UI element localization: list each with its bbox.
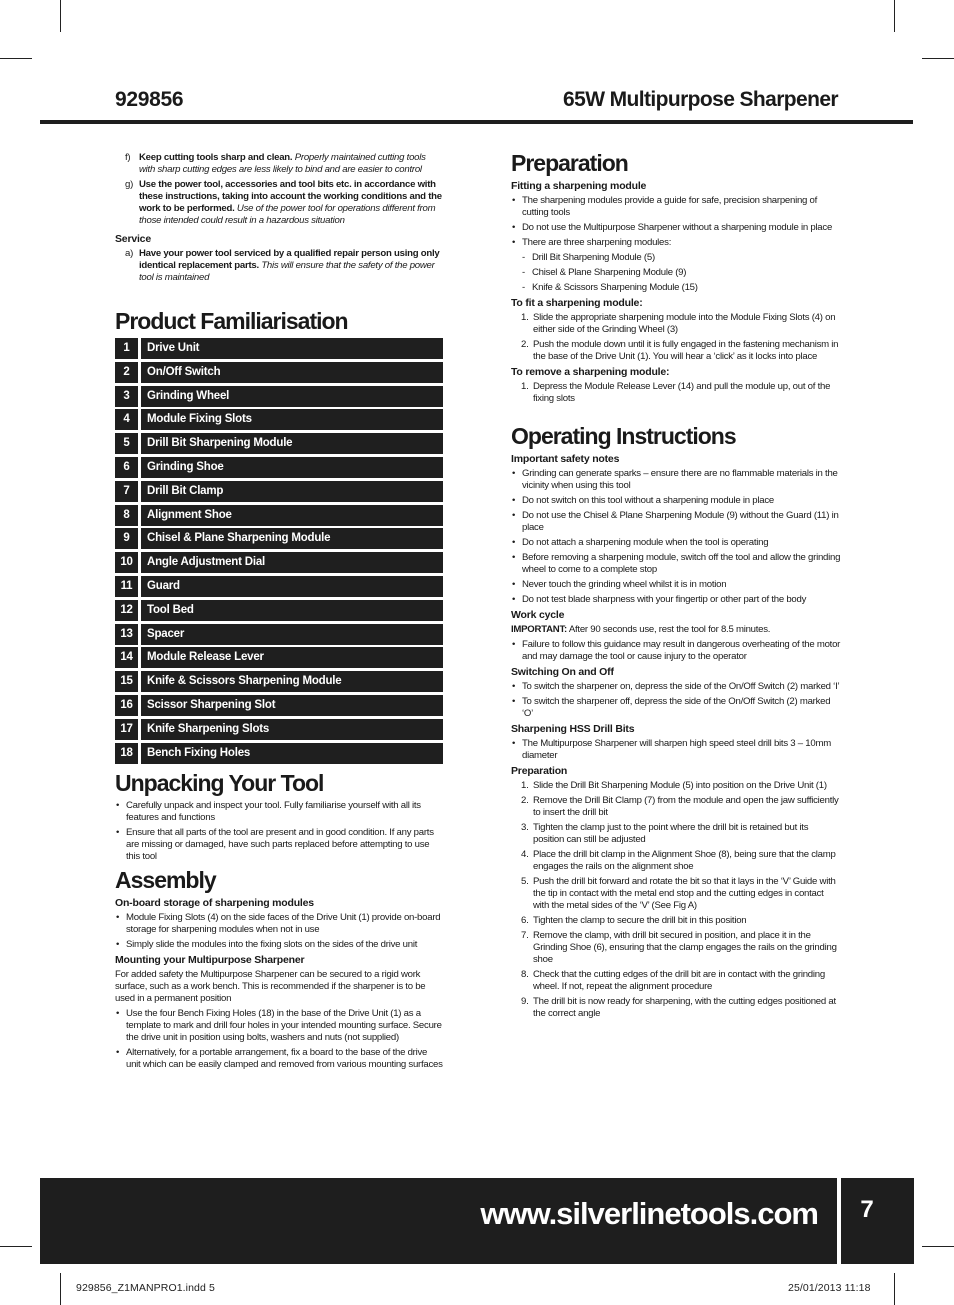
operating-heading: Operating Instructions	[511, 423, 736, 449]
part-number: 12	[115, 600, 138, 621]
fitting-heading: Fitting a sharpening module	[511, 180, 647, 192]
part-label: Drill Bit Clamp	[141, 481, 443, 502]
part-label: Alignment Shoe	[141, 505, 443, 526]
step-item: 5. Push the drill bit forward and rotate the bit so that it lays in the ‘V’ Guide with the tip in contact with the metal end stop and the cutting edges in contact with the metal sides of the ‘V’ (See Fig A)	[521, 876, 836, 911]
safety-item-g: g) Use the power tool, accessories and tool bits etc. in accordance with these instructions, taking into account the working conditions and the work to be performed. Use of the power tool for operations different from those intended could result in a hazardous situation	[125, 179, 442, 226]
crop-mark	[0, 1246, 32, 1247]
part-label: Scissor Sharpening Slot	[141, 695, 443, 716]
part-label: Grinding Shoe	[141, 457, 443, 478]
part-row	[115, 409, 443, 430]
list-item: • The sharpening modules provide a guide for safe, precision sharpening of cutting tools	[511, 195, 841, 219]
module-list-item: - Chisel & Plane Sharpening Module (9)	[522, 267, 687, 278]
part-row	[115, 528, 443, 549]
list-item: • The Multipurpose Sharpener will sharpen high speed steel drill bits 3 – 10mm diameter	[511, 738, 841, 762]
preparation-heading: Preparation	[511, 150, 628, 176]
list-item: • Use the four Bench Fixing Holes (18) in the base of the Drive Unit (1) as a template to mark and drill four holes in your intended mounting surface. Secure the drive unit in position using bolts, washers and nuts (not supplied)	[115, 1008, 443, 1044]
step-item: 7. Remove the clamp, with drill bit secured in position, and place it in the Grinding Shoe (6), ensuring that the clamp engages the rails on the grinding shoe	[521, 930, 837, 965]
step-item: 6. Tighten the clamp to secure the drill bit in this position	[521, 915, 747, 926]
step-item: 1. Slide the Drill Bit Sharpening Module (5) into position on the Drive Unit (1)	[521, 780, 827, 791]
part-row	[115, 695, 443, 716]
part-number: 4	[115, 409, 138, 430]
part-number: 11	[115, 576, 138, 597]
part-label: Module Fixing Slots	[141, 409, 443, 430]
switching-heading: Switching On and Off	[511, 666, 614, 678]
crop-mark	[922, 58, 954, 59]
part-row	[115, 671, 443, 692]
part-row	[115, 600, 443, 621]
list-item: • Ensure that all parts of the tool are present and in good condition. If any parts are missing or damaged, have such parts replaced before attempting to use this tool	[115, 827, 443, 863]
part-label: On/Off Switch	[141, 362, 443, 383]
list-item: • Before removing a sharpening module, switch off the tool and allow the grinding wheel to come to a complete stop	[511, 552, 841, 576]
step-item: 2. Remove the Drill Bit Clamp (7) from the module and open the jaw sufficiently to insert the drill bit	[521, 795, 839, 818]
step-item: 2. Push the module down until it is fully engaged in the fastening mechanism in the base of the Drive Unit (1). You will hear a ‘click’ as it locks into place	[521, 339, 839, 362]
crop-mark	[60, 1273, 61, 1305]
crop-mark	[60, 0, 61, 32]
list-item: • To switch the sharpener on, depress the side of the On/Off Switch (2) marked ‘I’	[511, 681, 841, 693]
list-item: • Never touch the grinding wheel whilst it is in motion	[511, 579, 841, 591]
part-label: Guard	[141, 576, 443, 597]
service-heading: Service	[115, 233, 151, 245]
list-item: • Do not use the Multipurpose Sharpener without a sharpening module in place	[511, 222, 841, 234]
part-row	[115, 647, 443, 668]
safety-item-f: f) Keep cutting tools sharp and clean. Properly maintained cutting tools with sharp cutting edges are less likely to bind and are easier to control	[125, 152, 426, 175]
part-number: 16	[115, 695, 138, 716]
part-number: 1	[115, 338, 138, 359]
page-number: 7	[860, 1196, 874, 1223]
onboard-heading: On-board storage of sharpening modules	[115, 896, 314, 909]
mounting-paragraph: For added safety the Multipurpose Sharpener can be secured to a rigid work surface, such as a work bench. This is recommended if the sharpener is to be used in a permanent position	[115, 968, 426, 1004]
part-label: Bench Fixing Holes	[141, 743, 443, 764]
list-item: • To switch the sharpener off, depress the side of the On/Off Switch (2) marked ‘O’	[511, 696, 841, 720]
part-number: 2	[115, 362, 138, 383]
step-item: 9. The drill bit is now ready for sharpening, with the cutting edges positioned at the correct angle	[521, 996, 836, 1019]
module-list-item: - Drill Bit Sharpening Module (5)	[522, 252, 655, 263]
left-column	[115, 152, 443, 1074]
part-number: 8	[115, 505, 138, 526]
part-label: Drill Bit Sharpening Module	[141, 433, 443, 454]
step-item: 1. Depress the Module Release Lever (14) and pull the module up, out of the fixing slots	[521, 381, 831, 404]
list-item: • Failure to follow this guidance may result in dangerous overheating of the motor and may damage the tool or cause injury to the operator	[511, 639, 841, 663]
header-rule	[40, 120, 913, 124]
list-item: • There are three sharpening modules:	[511, 237, 841, 249]
part-label: Knife & Scissors Sharpening Module	[141, 671, 443, 692]
part-row	[115, 624, 443, 645]
right-column	[511, 150, 841, 1023]
part-number: 10	[115, 552, 138, 573]
part-label: Grinding Wheel	[141, 386, 443, 407]
part-row	[115, 743, 443, 764]
list-item: • Simply slide the modules into the fixing slots on the sides of the drive unit	[115, 939, 443, 951]
slug-datetime: 25/01/2013 11:18	[788, 1282, 871, 1294]
part-number: 14	[115, 647, 138, 668]
part-label: Drive Unit	[141, 338, 443, 359]
part-row	[115, 481, 443, 502]
toremove-heading: To remove a sharpening module:	[511, 366, 670, 378]
part-row	[115, 386, 443, 407]
part-number: 17	[115, 719, 138, 740]
crop-mark	[894, 0, 895, 32]
list-item: • Do not use the Chisel & Plane Sharpening Module (9) without the Guard (11) in place	[511, 510, 841, 534]
step-item: 4. Place the drill bit clamp in the Alignment Shoe (8), being sure that the clamp engages the rails on the alignment shoe	[521, 849, 836, 872]
part-number: 9	[115, 528, 138, 549]
list-item: • Grinding can generate sparks – ensure there are no flammable materials in the vicinity when using this tool	[511, 468, 841, 492]
part-number: 18	[115, 743, 138, 764]
part-row	[115, 505, 443, 526]
crop-mark	[0, 58, 32, 59]
step-item: 8. Check that the cutting edges of the drill bit are in contact with the grinding wheel. If not, repeat the alignment procedure	[521, 969, 825, 992]
hss-heading: Sharpening HSS Drill Bits	[511, 723, 635, 735]
product-title: 65W Multipurpose Sharpener	[563, 88, 838, 111]
part-number: 6	[115, 457, 138, 478]
unpacking-heading: Unpacking Your Tool	[115, 769, 324, 796]
part-number: 13	[115, 624, 138, 645]
product-code: 929856	[115, 88, 184, 111]
part-row	[115, 552, 443, 573]
list-item: • Module Fixing Slots (4) on the side faces of the Drive Unit (1) provide on-board storage for sharpening modules when not in use	[115, 912, 443, 936]
prep2-steps	[511, 780, 841, 1020]
list-item: • Alternatively, for a portable arrangement, fix a board to the base of the drive unit which can be easily clamped and removed from various mounting surfaces	[115, 1047, 443, 1071]
module-list-item: - Knife & Scissors Sharpening Module (15)	[522, 282, 698, 293]
assembly-heading: Assembly	[115, 866, 216, 893]
part-number: 5	[115, 433, 138, 454]
workcycle-heading: Work cycle	[511, 609, 565, 621]
list-item: • Carefully unpack and inspect your tool. Fully familiarise yourself with all its features and functions	[115, 800, 443, 824]
part-label: Tool Bed	[141, 600, 443, 621]
list-item: • Do not test blade sharpness with your fingertip or other part of the body	[511, 594, 841, 606]
service-item-a: a) Have your power tool serviced by a qualified repair person using only identical replacement parts. This will ensure that the safety of the power tool is maintained	[125, 248, 440, 283]
prep2-heading: Preparation	[511, 765, 568, 777]
part-number: 7	[115, 481, 138, 502]
list-item: • Do not attach a sharpening module when the tool is operating	[511, 537, 841, 549]
part-label: Module Release Lever	[141, 647, 443, 668]
part-number: 15	[115, 671, 138, 692]
familiarisation-heading: Product Familiarisation	[115, 308, 348, 334]
safety-notes-heading: Important safety notes	[511, 453, 620, 465]
parts-list	[115, 338, 443, 764]
step-item: 3. Tighten the clamp just to the point where the drill bit is retained but its position can still be adjusted	[521, 822, 809, 845]
crop-mark	[894, 1273, 895, 1305]
part-label: Spacer	[141, 624, 443, 645]
part-row	[115, 433, 443, 454]
slug-filename: 929856_Z1MANPRO1.indd 5	[76, 1282, 215, 1294]
part-row	[115, 576, 443, 597]
part-label: Knife Sharpening Slots	[141, 719, 443, 740]
list-item: • Do not switch on this tool without a sharpening module in place	[511, 495, 841, 507]
footer-band	[40, 1178, 914, 1264]
part-row	[115, 362, 443, 383]
part-label: Angle Adjustment Dial	[141, 552, 443, 573]
tofit-heading: To fit a sharpening module:	[511, 297, 643, 309]
website-url: www.silverlinetools.com	[480, 1196, 818, 1231]
crop-mark	[922, 1246, 954, 1247]
part-number: 3	[115, 386, 138, 407]
step-item: 1. Slide the appropriate sharpening module into the Module Fixing Slots (4) on either side of the Grinding Wheel (3)	[521, 312, 836, 335]
mounting-heading: Mounting your Multipurpose Sharpener	[115, 953, 305, 966]
page-header	[115, 88, 838, 118]
part-row	[115, 338, 443, 359]
workcycle-important: IMPORTANT: After 90 seconds use, rest the tool for 8.5 minutes.	[511, 624, 771, 635]
part-label: Chisel & Plane Sharpening Module	[141, 528, 443, 549]
part-row	[115, 719, 443, 740]
part-row	[115, 457, 443, 478]
